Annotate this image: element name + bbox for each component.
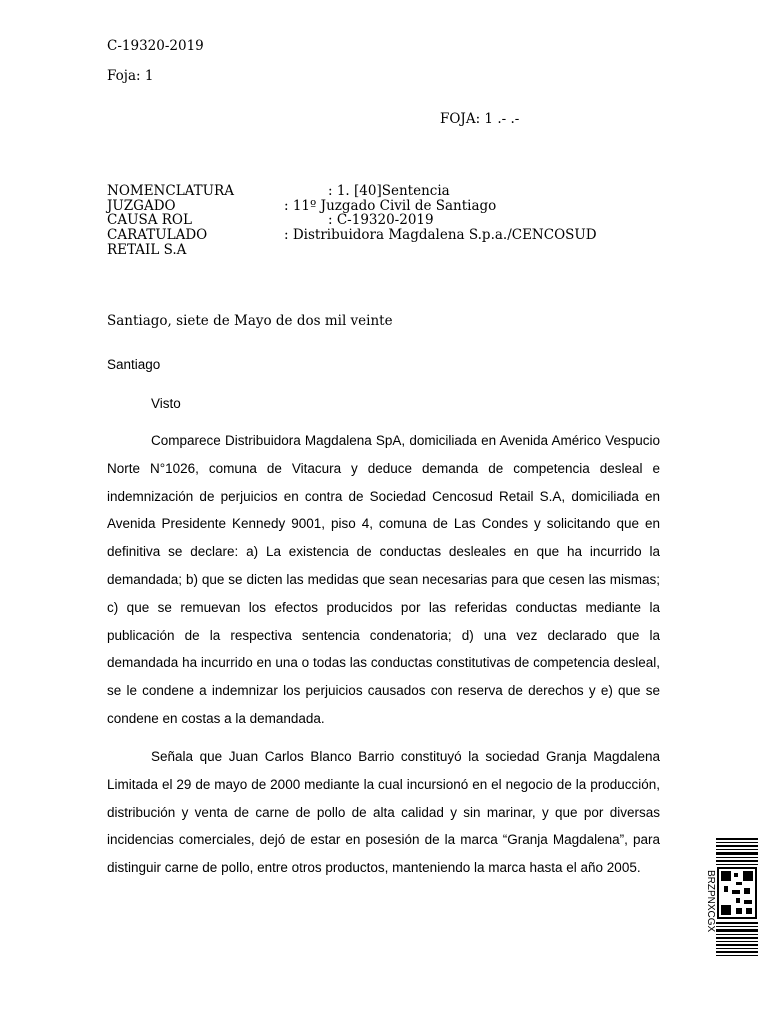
field-label: CARATULADO <box>107 227 208 243</box>
field-caratulado <box>107 227 597 243</box>
field-label: RETAIL S.A <box>107 242 187 258</box>
field-label: CAUSA ROL <box>107 212 192 228</box>
foja-label: Foja: 1 <box>107 68 154 84</box>
barcode-code: BRZPNXCGX <box>705 870 716 933</box>
qr-barcode-icon <box>716 838 758 956</box>
field-value: : 11º Juzgado Civil de Santiago <box>284 198 497 214</box>
field-nomenclatura <box>107 183 450 199</box>
paragraph: Señala que Juan Carlos Blanco Barrio constituyó la sociedad Granja Magdalena Limitada el 29 de mayo de 2000 mediante la cual incursionó en el negocio de la producción, distribución y venta de carne de pollo de alta calidad y sin marinar, y que por diversas incidencias comerciales, dejó de estar en posesión de la marca “Granja Magdalena”, para distinguir carne de pollo, entre otros productos, manteniendo la marca hasta el año 2005. <box>107 749 660 876</box>
field-label: JUZGADO <box>107 198 176 214</box>
field-value: : 1. [40]Sentencia <box>328 183 450 199</box>
field-label: NOMENCLATURA <box>107 183 234 199</box>
field-value: : C-19320-2019 <box>328 212 434 228</box>
case-number: C-19320-2019 <box>107 38 204 54</box>
field-causa-rol <box>107 212 434 228</box>
city-line: Santiago <box>107 357 161 372</box>
paragraph: Comparece Distribuidora Magdalena SpA, domiciliada en Avenida Américo Vespucio Norte N°1026, comuna de Vitacura y deduce demanda de competencia desleal e indemnización de perjuicios en contra de Sociedad Cencosud Retail S.A, domiciliada en Avenida Presidente Kennedy 9001, piso 4, comuna de Las Condes y solicitando que en definitiva se declare: a) La existencia de conductas desleales en que ha incurrido la demandada; b) que se dicten las medidas que sean necesarias para que cesen las mismas; c) que se remuevan los efectos producidos por las referidas conductas mediante la publicación de la respectiva sentencia condenatoria; d) una vez declarado que la demandada ha incurrido en una o todas las conductas constitutivas de competencia desleal, se le condene a indemnizar los perjuicios causados con reserva de derechos y e) que se condene en costas a la demandada. <box>107 433 660 726</box>
visto-heading: Visto <box>151 396 181 411</box>
date-line: Santiago, siete de Mayo de dos mil veinte <box>107 313 393 329</box>
field-caratulado-cont <box>107 242 186 258</box>
field-value: : Distribuidora Magdalena S.p.a./CENCOSUD <box>284 227 597 243</box>
foja-right: FOJA: 1 .- .- <box>440 111 520 127</box>
